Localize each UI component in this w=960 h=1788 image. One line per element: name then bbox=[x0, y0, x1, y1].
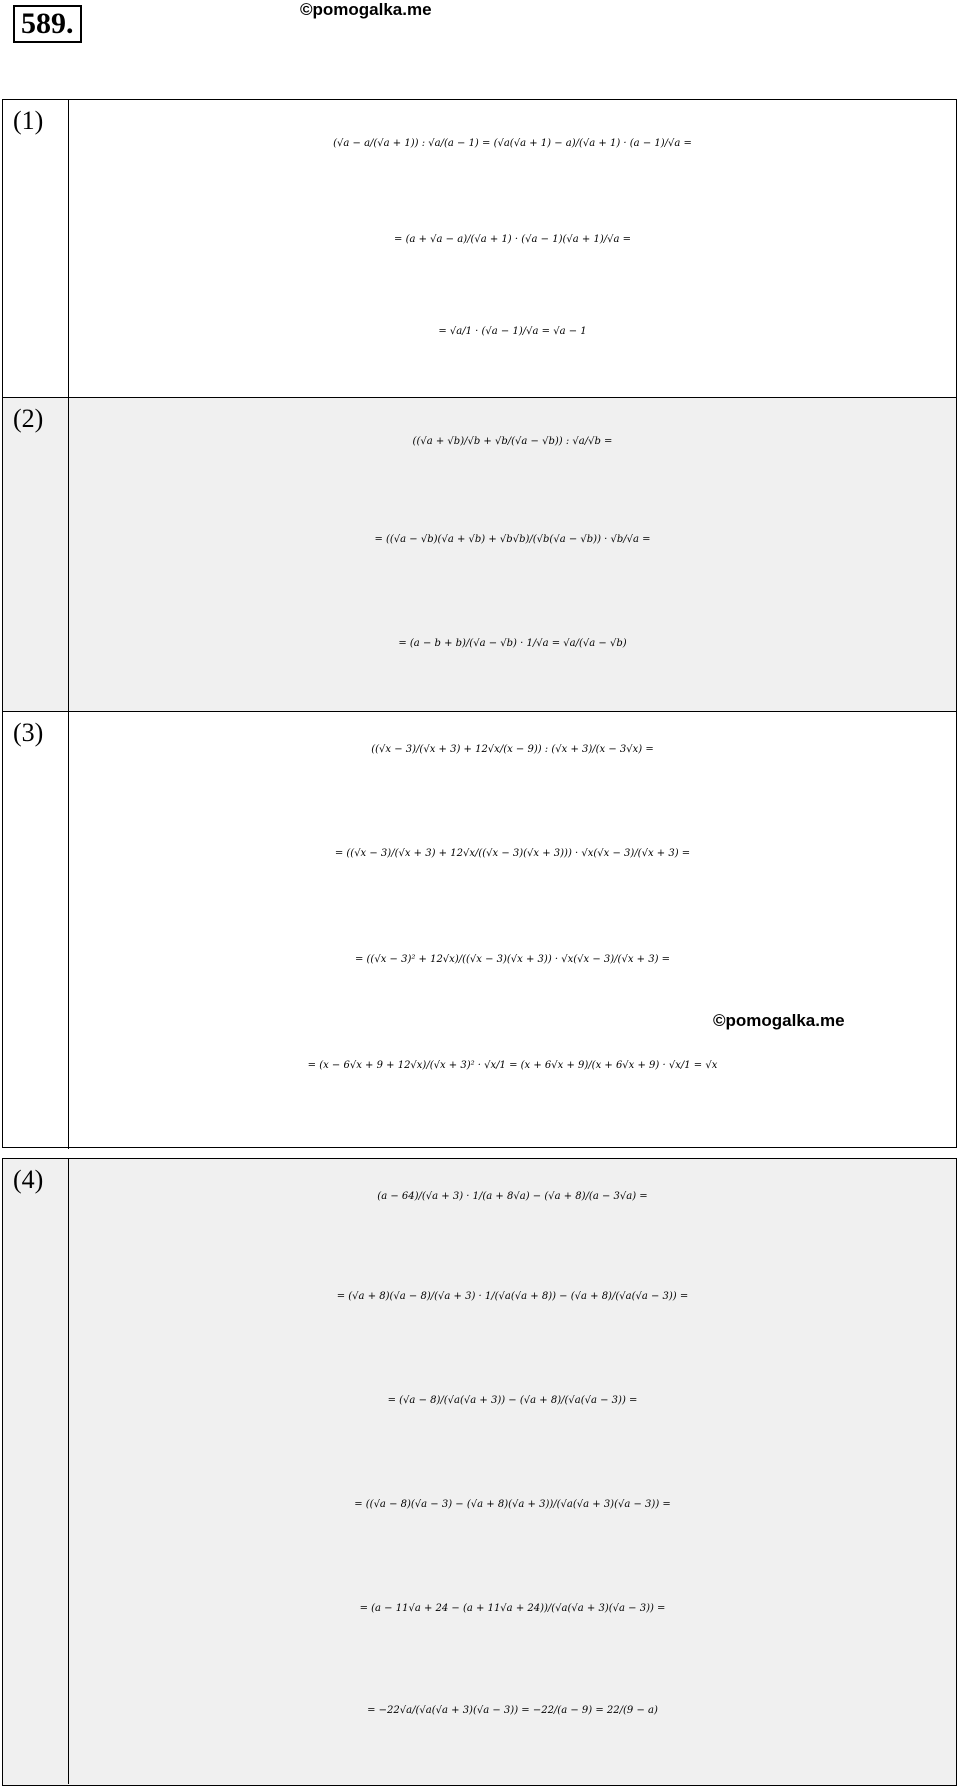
problem-number: 589. bbox=[13, 5, 82, 43]
part-2-solution bbox=[69, 398, 956, 711]
part-2-label: (2) bbox=[3, 398, 69, 711]
part-4-line-5: = (a − 11√a + 24 − (a + 11√a + 24))/(√a(√a + 3)(√a − 3)) = bbox=[359, 1603, 666, 1614]
part-4-line-3: = (√a − 8)/(√a(√a + 3)) − (√a + 8)/(√a(√a − 3)) = bbox=[387, 1395, 638, 1406]
part-4-label: (4) bbox=[3, 1159, 69, 1784]
part-3-solution bbox=[69, 712, 956, 1149]
part-1-line-3: = √a/1 · (√a − 1)/√a = √a − 1 bbox=[438, 326, 587, 337]
part-3-line-2: = ((√x − 3)/(√x + 3) + 12√x/((√x − 3)(√x + 3))) · √x(√x − 3)/(√x + 3) = bbox=[334, 848, 691, 859]
part-4-line-4: = ((√a − 8)(√a − 3) − (√a + 8)(√a + 3))/(√a(√a + 3)(√a − 3)) = bbox=[354, 1499, 671, 1510]
part-1-solution bbox=[69, 100, 956, 397]
part-1-line-2: = (a + √a − a)/(√a + 1) · (√a − 1)(√a + 1)/√a = bbox=[394, 234, 631, 245]
solution-table bbox=[2, 99, 957, 1148]
watermark: ©pomogalka.me bbox=[300, 0, 432, 19]
part-2-line-1: ((√a + √b)/√b + √b/(√a − √b)) : √a/√b = bbox=[412, 436, 613, 447]
part-3-row bbox=[3, 712, 956, 1149]
part-3-label: (3) bbox=[3, 712, 69, 1149]
watermark-inline: ©pomogalka.me bbox=[713, 1011, 845, 1030]
part-1-label: (1) bbox=[3, 100, 69, 397]
part-3-line-3: = ((√x − 3)² + 12√x)/((√x − 3)(√x + 3)) · √x(√x − 3)/(√x + 3) = bbox=[354, 954, 671, 965]
part-4-solution bbox=[69, 1159, 956, 1784]
part-2-line-2: = ((√a − √b)(√a + √b) + √b√b)/(√b(√a − √b)) · √b/√a = bbox=[374, 534, 651, 545]
part-1-line-1: (√a − a/(√a + 1)) : √a/(a − 1) = (√a(√a + 1) − a)/(√a + 1) · (a − 1)/√a = bbox=[333, 138, 692, 149]
part-2-row bbox=[3, 398, 956, 712]
part-4-line-6: = −22√a/(√a(√a + 3)(√a − 3)) = −22/(a − 9) = 22/(9 − a) bbox=[367, 1705, 658, 1716]
part-2-line-3: = (a − b + b)/(√a − √b) · 1/√a = √a/(√a − √b) bbox=[398, 638, 627, 649]
part-1-row bbox=[3, 100, 956, 398]
part-3-line-1: ((√x − 3)/(√x + 3) + 12√x/(x − 9)) : (√x + 3)/(x − 3√x) = bbox=[371, 744, 654, 755]
part-3-line-4: = (x − 6√x + 9 + 12√x)/(√x + 3)² · √x/1 = (x + 6√x + 9)/(x + 6√x + 9) · √x/1 = √x bbox=[307, 1060, 718, 1071]
part-4-row bbox=[3, 1159, 956, 1784]
solution-table-4 bbox=[2, 1158, 957, 1786]
part-4-line-1: (a − 64)/(√a + 3) · 1/(a + 8√a) − (√a + 8)/(a − 3√a) = bbox=[377, 1191, 648, 1202]
part-4-line-2: = (√a + 8)(√a − 8)/(√a + 3) · 1/(√a(√a + 8)) − (√a + 8)/(√a(√a − 3)) = bbox=[336, 1291, 689, 1302]
